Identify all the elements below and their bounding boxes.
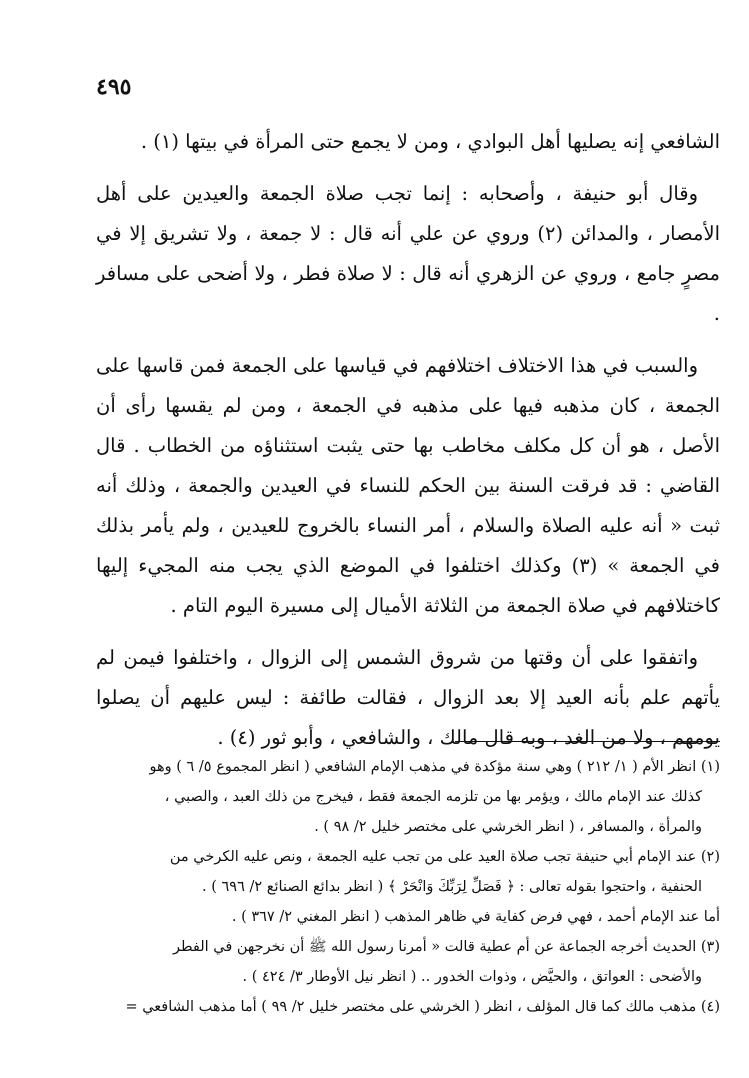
main-text [96, 122, 720, 758]
page-number: ٤٩٥ [96, 74, 132, 100]
footnote-divider [455, 741, 720, 742]
footnote-line: أما عند الإمام أحمد ، فهي فرض كفاية في ظاهر المذهب ( انظر المغني ٢/ ٣٦٧ ) . [231, 909, 720, 925]
footnote-line: كذلك عند الإمام مالك ، ويؤمر بها من تلزمه الجمعة فقط ، فيخرج من ذلك العبد ، والصبي ، [164, 789, 702, 805]
footnote-line: (٤) مذهب مالك كما قال المؤلف ، انظر ( الخرشي على مختصر خليل ٢/ ٩٩ ) أما مذهب الشافعي = [125, 999, 720, 1015]
footnote-line: والأضحى : العواتق ، والحيَّض ، وذوات الخدور .. ( انظر نيل الأوطار ٣/ ٤٢٤ ) . [242, 969, 702, 985]
footnote-line: (١) انظر الأم ( ١/ ٢١٢ ) وهي سنة مؤكدة في مذهب الإمام الشافعي ( انظر المجموع ٥/ ٦ ) وهو [149, 759, 720, 775]
footnote-line: (٣) الحديث أخرجه الجماعة عن أم عطية قالت « أمرنا رسول الله ﷺ أن نخرجهن في الفطر [172, 939, 720, 955]
paragraph: وقال أبو حنيفة ، وأصحابه : إنما تجب صلاة الجمعة والعيدين على أهل الأمصار ، والمدائن (٢) وروي عن علي أنه قال : لا جمعة ، ولا تشريق إلا في مصرٍ جامع ، وروي عن الزهري أنه قال : لا صلاة فطر ، ولا أضحى على مسافر . [96, 182, 720, 325]
paragraph: واتفقوا على أن وقتها من شروق الشمس إلى الزوال ، واختلفوا فيمن لم يأتهم علم بأنه العيد إلا بعد الزوال ، فقالت طائفة : ليس عليهم أن يصلوا يومهم ، ولا من الغد ، وبه قال مالك ، والشافعي ، وأبو ثور (٤) . [96, 646, 720, 749]
footnote-1 [96, 752, 720, 842]
footnote-2 [96, 842, 720, 932]
paragraph: والسبب في هذا الاختلاف اختلافهم في قياسها على الجمعة فمن قاسها على الجمعة ، كان مذهبه فيها على مذهبه في الجمعة ، ومن لم يقسها رأى أن الأصل ، هو أن كل مكلف مخاطب بها حتى يثبت استثناؤه من الخطاب . قال القاضي : قد فرقت السنة بين الحكم للنساء في العيدين والجمعة ، وذلك أنه ثبت « أنه عليه الصلاة والسلام ، أمر النساء بالخروج للعيدين ، ولم يأمر بذلك في الجمعة » (٣) وكذلك اختلفوا في الموضع الذي يجب منه المجيء إليها كاختلافهم في صلاة الجمعة من الثلاثة الأميال إلى مسيرة اليوم التام . [96, 354, 720, 617]
footnotes [96, 752, 720, 1022]
footnote-line: (٢) عند الإمام أبي حنيفة تجب صلاة العيد على من تجب عليه الجمعة ، ونص عليه الكرخي من [169, 849, 720, 865]
footnote-line: الحنفية ، واحتجوا بقوله تعالى : ﴿ فَصَلِّ لِرَبِّكَ وَانْحَرْ ﴾ ( انظر بدائع الصنائع ٢/ ٦٩٦ ) . [202, 879, 702, 895]
footnote-4 [96, 992, 720, 1022]
paragraph: الشافعي إنه يصليها أهل البوادي ، ومن لا يجمع حتى المرأة في بيتها (١) . [140, 130, 720, 153]
footnote-3 [96, 932, 720, 992]
footnote-line: والمرأة ، والمسافر ، ( انظر الخرشي على مختصر خليل ٢/ ٩٨ ) . [314, 819, 702, 835]
